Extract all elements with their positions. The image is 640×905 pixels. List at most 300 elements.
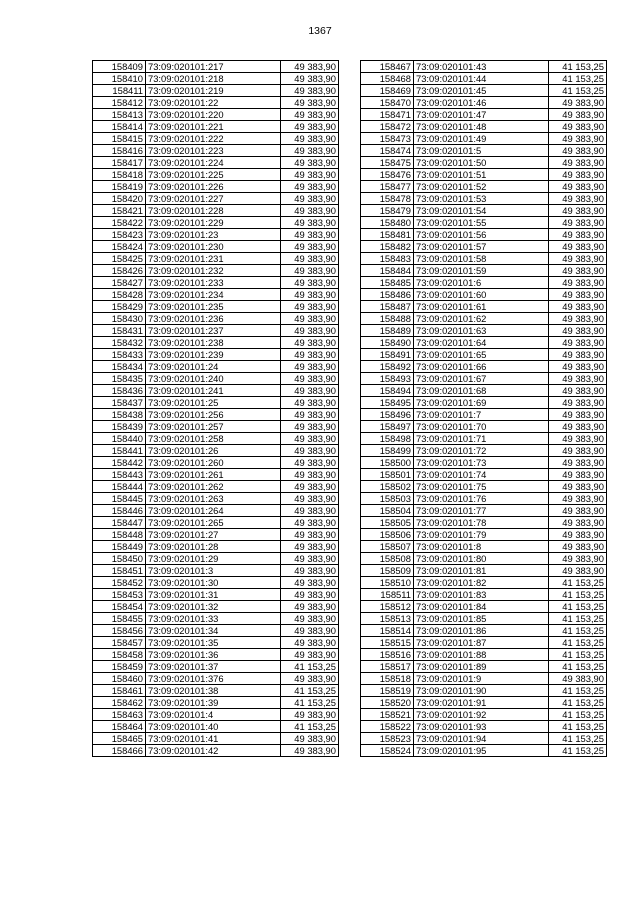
cadastral-number-cell: 73:09:020101:240 [146,373,281,385]
table-row [361,253,607,265]
record-number-cell: 158410 [93,73,146,85]
table-row [361,349,607,361]
cadastral-number-cell: 73:09:020101:47 [414,109,549,121]
record-number-cell: 158498 [361,433,414,445]
cadastral-number-cell: 73:09:020101:43 [414,61,549,73]
cadastral-number-cell: 73:09:020101:264 [146,505,281,517]
cadastral-number-cell: 73:09:020101:229 [146,217,281,229]
record-number-cell: 158482 [361,241,414,253]
cadastral-number-cell: 73:09:020101:5 [414,145,549,157]
record-number-cell: 158485 [361,277,414,289]
cadastral-number-cell: 73:09:020101:231 [146,253,281,265]
record-number-cell: 158486 [361,289,414,301]
table-row [93,229,339,241]
cadastral-number-cell: 73:09:020101:4 [146,709,281,721]
amount-cell: 49 383,90 [549,121,607,133]
amount-cell: 49 383,90 [549,265,607,277]
amount-cell: 41 153,25 [281,697,339,709]
amount-cell: 41 153,25 [549,577,607,589]
page-number: 1367 [308,25,332,37]
amount-cell: 41 153,25 [549,709,607,721]
cadastral-number-cell: 73:09:020101:238 [146,337,281,349]
table-row [93,217,339,229]
table-row [93,685,339,697]
cadastral-number-cell: 73:09:020101:42 [146,745,281,757]
cadastral-number-cell: 73:09:020101:263 [146,493,281,505]
record-number-cell: 158439 [93,421,146,433]
cadastral-number-cell: 73:09:020101:30 [146,577,281,589]
record-number-cell: 158473 [361,133,414,145]
record-number-cell: 158435 [93,373,146,385]
record-number-cell: 158418 [93,169,146,181]
record-number-cell: 158496 [361,409,414,421]
table-row [93,169,339,181]
table-row [361,97,607,109]
record-number-cell: 158512 [361,601,414,613]
amount-cell: 41 153,25 [549,745,607,757]
amount-cell: 49 383,90 [281,313,339,325]
table-row [93,745,339,757]
amount-cell: 49 383,90 [281,349,339,361]
table-row [93,337,339,349]
table-row [361,421,607,433]
cadastral-number-cell: 73:09:020101:36 [146,649,281,661]
record-number-cell: 158524 [361,745,414,757]
cadastral-number-cell: 73:09:020101:70 [414,421,549,433]
cadastral-number-cell: 73:09:020101:22 [146,97,281,109]
cadastral-number-cell: 73:09:020101:261 [146,469,281,481]
amount-cell: 49 383,90 [281,505,339,517]
record-number-cell: 158453 [93,589,146,601]
amount-cell: 49 383,90 [281,529,339,541]
table-row [93,361,339,373]
cadastral-number-cell: 73:09:020101:66 [414,361,549,373]
cadastral-number-cell: 73:09:020101:234 [146,289,281,301]
record-number-cell: 158474 [361,145,414,157]
cadastral-number-cell: 73:09:020101:67 [414,373,549,385]
record-number-cell: 158411 [93,85,146,97]
cadastral-number-cell: 73:09:020101:230 [146,241,281,253]
table-row [93,541,339,553]
amount-cell: 49 383,90 [281,73,339,85]
left-table [92,60,339,757]
table-row [93,265,339,277]
cadastral-number-cell: 73:09:020101:82 [414,577,549,589]
record-number-cell: 158451 [93,565,146,577]
table-row [361,697,607,709]
table-row [93,121,339,133]
amount-cell: 49 383,90 [549,301,607,313]
record-number-cell: 158521 [361,709,414,721]
cadastral-number-cell: 73:09:020101:93 [414,721,549,733]
cadastral-number-cell: 73:09:020101:73 [414,457,549,469]
cadastral-number-cell: 73:09:020101:74 [414,469,549,481]
table-row [361,205,607,217]
amount-cell: 49 383,90 [549,493,607,505]
table-row [93,577,339,589]
record-number-cell: 158423 [93,229,146,241]
cadastral-number-cell: 73:09:020101:77 [414,505,549,517]
amount-cell: 49 383,90 [281,325,339,337]
record-number-cell: 158515 [361,637,414,649]
amount-cell: 49 383,90 [281,265,339,277]
cadastral-number-cell: 73:09:020101:75 [414,481,549,493]
cadastral-number-cell: 73:09:020101:224 [146,157,281,169]
amount-cell: 41 153,25 [281,661,339,673]
cadastral-number-cell: 73:09:020101:227 [146,193,281,205]
amount-cell: 41 153,25 [281,685,339,697]
cadastral-number-cell: 73:09:020101:33 [146,613,281,625]
amount-cell: 49 383,90 [281,481,339,493]
table-row [361,745,607,757]
record-number-cell: 158467 [361,61,414,73]
amount-cell: 49 383,90 [281,457,339,469]
cadastral-number-cell: 73:09:020101:84 [414,601,549,613]
table-row [361,229,607,241]
record-number-cell: 158440 [93,433,146,445]
cadastral-number-cell: 73:09:020101:85 [414,613,549,625]
amount-cell: 49 383,90 [549,109,607,121]
table-row [361,85,607,97]
table-row [93,277,339,289]
cadastral-number-cell: 73:09:020101:78 [414,517,549,529]
cadastral-number-cell: 73:09:020101:76 [414,493,549,505]
cadastral-number-cell: 73:09:020101:50 [414,157,549,169]
amount-cell: 49 383,90 [281,289,339,301]
amount-cell: 49 383,90 [281,169,339,181]
table-row [93,325,339,337]
amount-cell: 49 383,90 [549,337,607,349]
record-number-cell: 158434 [93,361,146,373]
cadastral-number-cell: 73:09:020101:81 [414,565,549,577]
table-row [93,433,339,445]
amount-cell: 49 383,90 [549,397,607,409]
cadastral-number-cell: 73:09:020101:24 [146,361,281,373]
amount-cell: 41 153,25 [549,733,607,745]
cadastral-number-cell: 73:09:020101:44 [414,73,549,85]
cadastral-number-cell: 73:09:020101:64 [414,337,549,349]
cadastral-number-cell: 73:09:020101:91 [414,697,549,709]
table-row [361,469,607,481]
amount-cell: 49 383,90 [281,421,339,433]
table-row [93,85,339,97]
table-row [361,541,607,553]
cadastral-number-cell: 73:09:020101:25 [146,397,281,409]
cadastral-number-cell: 73:09:020101:262 [146,481,281,493]
amount-cell: 49 383,90 [549,181,607,193]
record-number-cell: 158478 [361,193,414,205]
table-row [361,613,607,625]
amount-cell: 49 383,90 [281,673,339,685]
table-row [361,277,607,289]
record-number-cell: 158481 [361,229,414,241]
cadastral-number-cell: 73:09:020101:52 [414,181,549,193]
amount-cell: 49 383,90 [281,181,339,193]
record-number-cell: 158508 [361,553,414,565]
amount-cell: 49 383,90 [281,133,339,145]
cadastral-number-cell: 73:09:020101:27 [146,529,281,541]
amount-cell: 49 383,90 [281,193,339,205]
record-number-cell: 158432 [93,337,146,349]
record-number-cell: 158505 [361,517,414,529]
table-row [93,313,339,325]
cadastral-number-cell: 73:09:020101:258 [146,433,281,445]
table-row [361,385,607,397]
amount-cell: 41 153,25 [549,61,607,73]
cadastral-number-cell: 73:09:020101:71 [414,433,549,445]
table-row [93,625,339,637]
table-row [361,529,607,541]
cadastral-number-cell: 73:09:020101:3 [146,565,281,577]
table-row [93,397,339,409]
amount-cell: 49 383,90 [549,313,607,325]
amount-cell: 41 153,25 [549,637,607,649]
table-row [93,373,339,385]
record-number-cell: 158490 [361,337,414,349]
record-number-cell: 158433 [93,349,146,361]
table-row [361,661,607,673]
table-row [93,529,339,541]
record-number-cell: 158491 [361,349,414,361]
table-row [361,433,607,445]
cadastral-number-cell: 73:09:020101:59 [414,265,549,277]
table-row [361,709,607,721]
record-number-cell: 158454 [93,601,146,613]
table-row [361,685,607,697]
table-row [361,109,607,121]
cadastral-number-cell: 73:09:020101:235 [146,301,281,313]
table-row [93,661,339,673]
table-row [93,97,339,109]
cadastral-number-cell: 73:09:020101:46 [414,97,549,109]
amount-cell: 41 153,25 [549,685,607,697]
record-number-cell: 158489 [361,325,414,337]
table-row [93,133,339,145]
cadastral-number-cell: 73:09:020101:40 [146,721,281,733]
record-number-cell: 158458 [93,649,146,661]
amount-cell: 49 383,90 [281,217,339,229]
record-number-cell: 158500 [361,457,414,469]
cadastral-number-cell: 73:09:020101:222 [146,133,281,145]
record-number-cell: 158450 [93,553,146,565]
cadastral-number-cell: 73:09:020101:54 [414,205,549,217]
table-row [93,733,339,745]
table-row [361,325,607,337]
table-row [361,481,607,493]
table-row [93,565,339,577]
cadastral-number-cell: 73:09:020101:232 [146,265,281,277]
table-row [93,613,339,625]
amount-cell: 49 383,90 [549,409,607,421]
amount-cell: 49 383,90 [281,541,339,553]
cadastral-number-cell: 73:09:020101:39 [146,697,281,709]
record-number-cell: 158457 [93,637,146,649]
record-number-cell: 158492 [361,361,414,373]
cadastral-number-cell: 73:09:020101:55 [414,217,549,229]
table-row [361,649,607,661]
table-row [361,313,607,325]
amount-cell: 49 383,90 [549,217,607,229]
table-row [361,241,607,253]
table-row [361,493,607,505]
table-row [93,517,339,529]
record-number-cell: 158419 [93,181,146,193]
record-number-cell: 158421 [93,205,146,217]
cadastral-number-cell: 73:09:020101:265 [146,517,281,529]
amount-cell: 41 153,25 [549,721,607,733]
cadastral-number-cell: 73:09:020101:221 [146,121,281,133]
record-number-cell: 158413 [93,109,146,121]
table-row [93,301,339,313]
cadastral-number-cell: 73:09:020101:49 [414,133,549,145]
amount-cell: 49 383,90 [549,157,607,169]
amount-cell: 49 383,90 [281,121,339,133]
cadastral-number-cell: 73:09:020101:28 [146,541,281,553]
cadastral-number-cell: 73:09:020101:6 [414,277,549,289]
amount-cell: 49 383,90 [281,745,339,757]
cadastral-number-cell: 73:09:020101:29 [146,553,281,565]
record-number-cell: 158460 [93,673,146,685]
amount-cell: 49 383,90 [549,373,607,385]
amount-cell: 49 383,90 [549,553,607,565]
cadastral-number-cell: 73:09:020101:35 [146,637,281,649]
amount-cell: 49 383,90 [281,337,339,349]
record-number-cell: 158507 [361,541,414,553]
record-number-cell: 158495 [361,397,414,409]
table-row [93,589,339,601]
record-number-cell: 158463 [93,709,146,721]
table-row [361,121,607,133]
table-row [361,589,607,601]
cadastral-number-cell: 73:09:020101:94 [414,733,549,745]
amount-cell: 49 383,90 [549,505,607,517]
cadastral-number-cell: 73:09:020101:9 [414,673,549,685]
cadastral-number-cell: 73:09:020101:68 [414,385,549,397]
amount-cell: 49 383,90 [281,589,339,601]
cadastral-number-cell: 73:09:020101:88 [414,649,549,661]
table-row [361,61,607,73]
amount-cell: 49 383,90 [549,445,607,457]
table-row [361,409,607,421]
record-number-cell: 158483 [361,253,414,265]
table-row [93,445,339,457]
record-number-cell: 158475 [361,157,414,169]
table-row [93,109,339,121]
amount-cell: 41 153,25 [281,721,339,733]
table-row [361,601,607,613]
record-number-cell: 158447 [93,517,146,529]
table-row [93,697,339,709]
amount-cell: 41 153,25 [549,649,607,661]
table-row [93,673,339,685]
cadastral-number-cell: 73:09:020101:23 [146,229,281,241]
record-number-cell: 158431 [93,325,146,337]
amount-cell: 49 383,90 [281,253,339,265]
cadastral-number-cell: 73:09:020101:95 [414,745,549,757]
table-row [361,361,607,373]
cadastral-number-cell: 73:09:020101:8 [414,541,549,553]
cadastral-number-cell: 73:09:020101:223 [146,145,281,157]
record-number-cell: 158480 [361,217,414,229]
table-row [93,385,339,397]
cadastral-number-cell: 73:09:020101:87 [414,637,549,649]
record-number-cell: 158470 [361,97,414,109]
amount-cell: 49 383,90 [281,613,339,625]
record-number-cell: 158441 [93,445,146,457]
table-row [361,169,607,181]
table-row [361,133,607,145]
record-number-cell: 158420 [93,193,146,205]
record-number-cell: 158506 [361,529,414,541]
table-row [93,469,339,481]
amount-cell: 49 383,90 [281,469,339,481]
record-number-cell: 158503 [361,493,414,505]
table-row [93,493,339,505]
table-row [361,145,607,157]
record-number-cell: 158518 [361,673,414,685]
record-number-cell: 158427 [93,277,146,289]
record-number-cell: 158412 [93,97,146,109]
record-number-cell: 158409 [93,61,146,73]
table-row [93,637,339,649]
amount-cell: 49 383,90 [281,577,339,589]
table-row [93,481,339,493]
record-number-cell: 158426 [93,265,146,277]
table-row [93,205,339,217]
amount-cell: 49 383,90 [549,229,607,241]
amount-cell: 41 153,25 [549,697,607,709]
table-row [93,409,339,421]
cadastral-number-cell: 73:09:020101:80 [414,553,549,565]
table-row [93,457,339,469]
record-number-cell: 158442 [93,457,146,469]
record-number-cell: 158437 [93,397,146,409]
cadastral-number-cell: 73:09:020101:217 [146,61,281,73]
amount-cell: 49 383,90 [281,625,339,637]
amount-cell: 49 383,90 [281,61,339,73]
record-number-cell: 158523 [361,733,414,745]
record-number-cell: 158430 [93,313,146,325]
table-row [361,445,607,457]
record-number-cell: 158414 [93,121,146,133]
record-number-cell: 158445 [93,493,146,505]
cadastral-number-cell: 73:09:020101:69 [414,397,549,409]
amount-cell: 49 383,90 [281,409,339,421]
table-row [93,601,339,613]
cadastral-number-cell: 73:09:020101:7 [414,409,549,421]
amount-cell: 49 383,90 [281,553,339,565]
record-number-cell: 158487 [361,301,414,313]
amount-cell: 49 383,90 [281,445,339,457]
table-row [361,553,607,565]
record-number-cell: 158472 [361,121,414,133]
cadastral-number-cell: 73:09:020101:51 [414,169,549,181]
amount-cell: 49 383,90 [281,361,339,373]
cadastral-number-cell: 73:09:020101:233 [146,277,281,289]
table-row [93,73,339,85]
table-row [361,397,607,409]
cadastral-number-cell: 73:09:020101:92 [414,709,549,721]
cadastral-number-cell: 73:09:020101:31 [146,589,281,601]
record-number-cell: 158461 [93,685,146,697]
amount-cell: 41 153,25 [549,85,607,97]
cadastral-number-cell: 73:09:020101:48 [414,121,549,133]
record-number-cell: 158519 [361,685,414,697]
table-row [93,349,339,361]
amount-cell: 41 153,25 [549,73,607,85]
cadastral-number-cell: 73:09:020101:62 [414,313,549,325]
cadastral-number-cell: 73:09:020101:256 [146,409,281,421]
